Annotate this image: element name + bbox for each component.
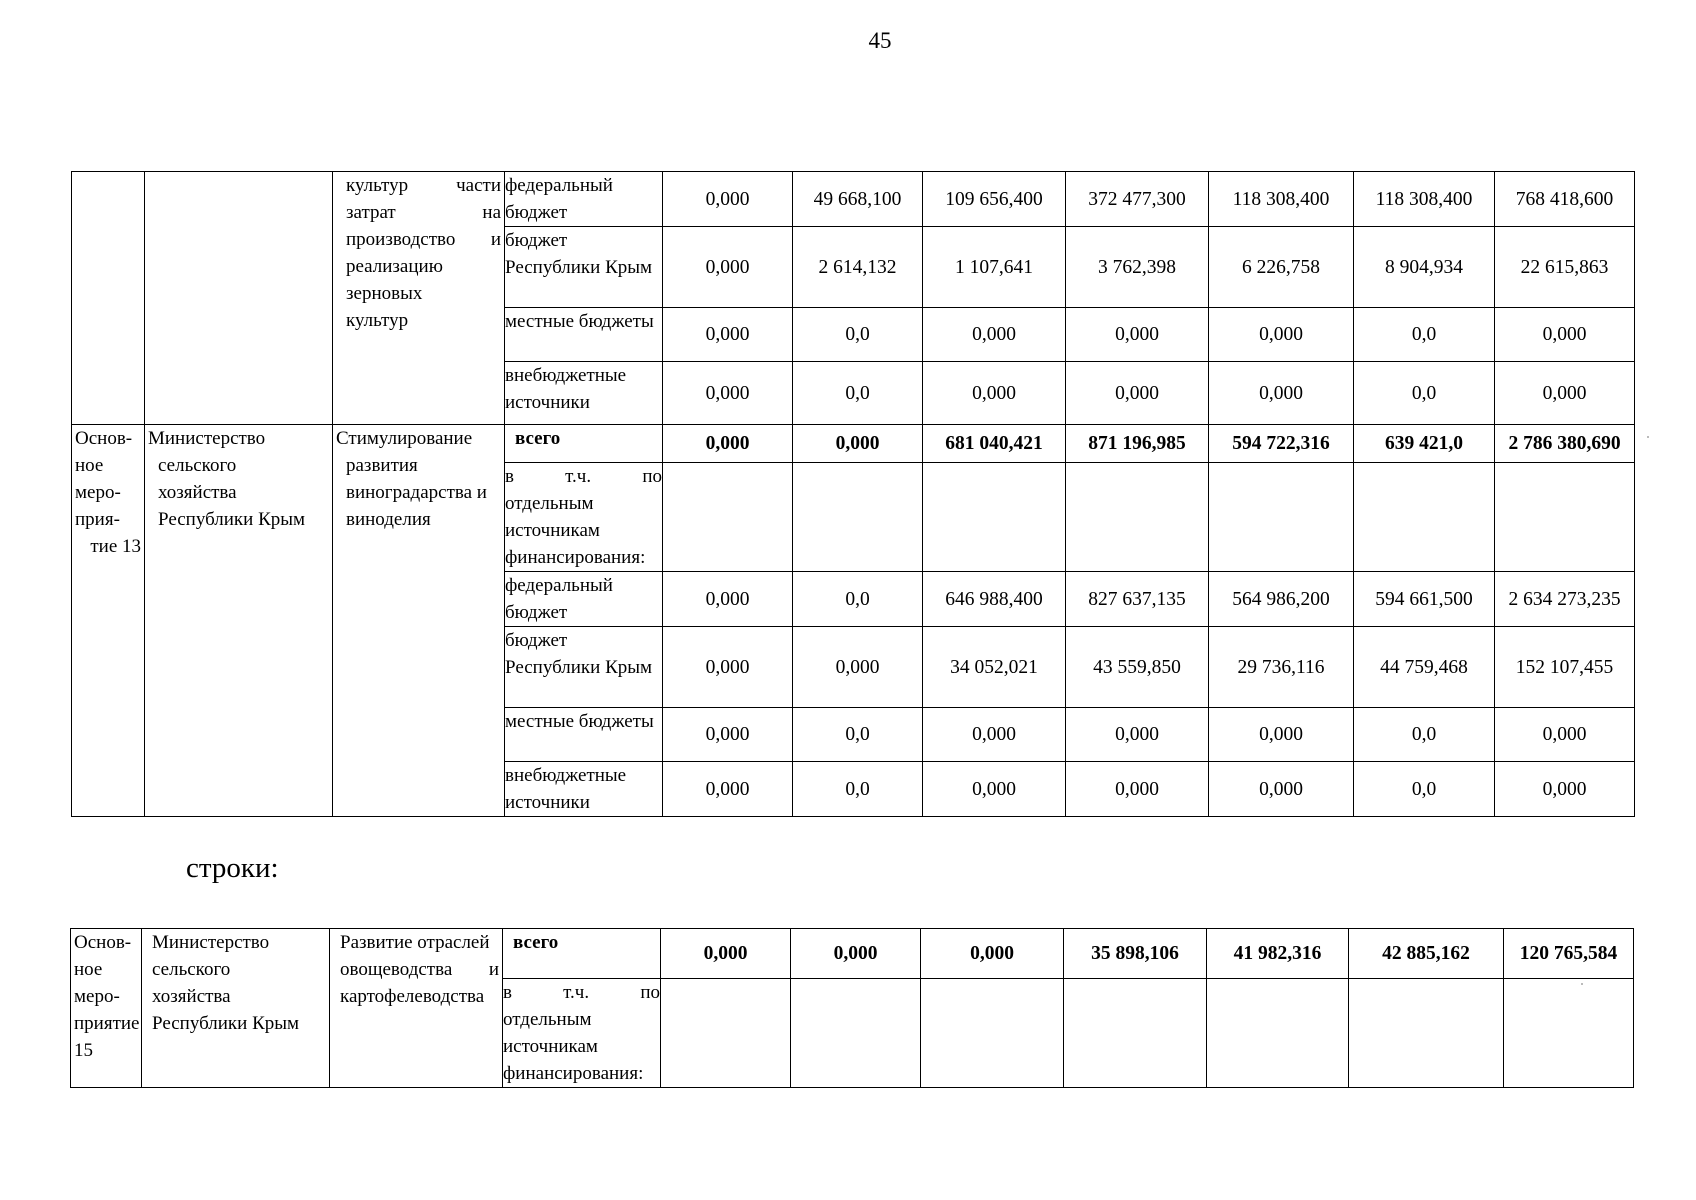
activity-code-line: приятие: [74, 1013, 140, 1034]
empty-cell: [1064, 979, 1207, 1088]
empty-cell: [1504, 979, 1634, 1088]
value-cell: 29 736,116: [1209, 627, 1354, 708]
value-cell: 0,000: [663, 762, 793, 817]
value-cell: 0,000: [1209, 362, 1354, 425]
activity-code-line: прия-: [75, 509, 120, 530]
empty-cell: [1354, 463, 1495, 572]
empty-cell: [923, 463, 1066, 572]
value-cell: 2 634 273,235: [1495, 572, 1635, 627]
value-cell: 0,000: [663, 172, 793, 227]
total-value-cell: 35 898,106: [1064, 929, 1207, 979]
value-cell: 0,000: [663, 708, 793, 762]
funding-source-label: федеральный бюджет: [505, 172, 663, 227]
value-cell: 564 986,200: [1209, 572, 1354, 627]
executor-line: Министерство: [152, 932, 270, 953]
activity-name-line: зерновых: [346, 283, 423, 304]
activity-code-cell: [71, 929, 142, 1088]
empty-cell: [1066, 463, 1209, 572]
value-cell: 0,000: [1495, 708, 1635, 762]
executor-line: хозяйства: [158, 482, 237, 503]
funding-source-label: местные бюджеты: [505, 708, 663, 762]
value-cell: 0,0: [793, 762, 923, 817]
value-cell: 3 762,398: [1066, 227, 1209, 308]
activity-name-line: культур: [346, 310, 409, 331]
value-cell: 0,000: [663, 362, 793, 425]
value-cell: 0,0: [1354, 308, 1495, 362]
total-value-cell: 871 196,985: [1066, 425, 1209, 463]
executor-line: Республики Крым: [158, 509, 306, 530]
budget-table-new-rows: [70, 928, 1634, 1088]
value-cell: 372 477,300: [1066, 172, 1209, 227]
value-cell: 0,0: [1354, 362, 1495, 425]
total-value-cell: 639 421,0: [1354, 425, 1495, 463]
total-value-cell: 0,000: [661, 929, 791, 979]
value-cell: 0,000: [1495, 308, 1635, 362]
value-cell: 0,000: [1495, 362, 1635, 425]
value-cell: 0,000: [793, 627, 923, 708]
value-cell: 0,000: [663, 627, 793, 708]
incl-label-text: в т.ч. по отдельным источникам финансирования:: [503, 982, 660, 1084]
activity-name-line: затрат на: [346, 202, 501, 223]
empty-cell: [791, 979, 921, 1088]
funding-source-label: федеральный бюджет: [505, 572, 663, 627]
total-value-cell: 594 722,316: [1209, 425, 1354, 463]
total-value-cell: 0,000: [791, 929, 921, 979]
value-cell: 118 308,400: [1354, 172, 1495, 227]
funding-source-label: внебюджетные источники: [505, 362, 663, 425]
activity-name-cell: [330, 929, 503, 1088]
executor-line: Республики Крым: [152, 1013, 300, 1034]
activity-code-line: тие 13: [90, 536, 141, 557]
empty-cell: [921, 979, 1064, 1088]
value-cell: 0,000: [923, 762, 1066, 817]
value-cell: 0,0: [793, 362, 923, 425]
section-label: строки:: [186, 852, 279, 884]
activity-name-line: виноделия: [346, 509, 431, 530]
value-cell: 6 226,758: [1209, 227, 1354, 308]
activity-name-line: культур части: [346, 175, 501, 196]
value-cell: 0,0: [1354, 762, 1495, 817]
executor-cell: [145, 425, 333, 817]
value-cell: 0,0: [793, 308, 923, 362]
value-cell: 0,000: [923, 708, 1066, 762]
activity-name-line: производство и: [346, 229, 501, 250]
total-label: всего: [505, 425, 663, 463]
incl-label-text: в т.ч. по отдельным источникам финансирования:: [505, 466, 662, 568]
value-cell: 0,000: [1209, 762, 1354, 817]
empty-cell: [661, 979, 791, 1088]
activity-name-line: развития: [346, 455, 418, 476]
total-value-cell: 42 885,162: [1349, 929, 1504, 979]
activity-code-line: Основ-: [74, 932, 132, 953]
value-cell: 768 418,600: [1495, 172, 1635, 227]
activity-name-line: реализацию: [346, 256, 443, 277]
value-cell: 0,000: [663, 572, 793, 627]
activity-name-line: картофелеводства: [340, 986, 485, 1007]
incl-label: [503, 979, 661, 1088]
value-cell: 0,000: [1066, 762, 1209, 817]
executor-line: сельского: [152, 959, 231, 980]
value-cell: 8 904,934: [1354, 227, 1495, 308]
value-cell: 594 661,500: [1354, 572, 1495, 627]
empty-cell: [663, 463, 793, 572]
executor-line: сельского: [158, 455, 237, 476]
value-cell: 0,000: [1495, 762, 1635, 817]
activity-name-line: Развитие отраслей: [340, 932, 490, 953]
funding-source-label: бюджет Республики Крым: [505, 227, 663, 308]
value-cell: 0,000: [1209, 708, 1354, 762]
total-value-cell: 0,000: [921, 929, 1064, 979]
total-value-cell: 2 786 380,690: [1495, 425, 1635, 463]
value-cell: 152 107,455: [1495, 627, 1635, 708]
value-cell: 2 614,132: [793, 227, 923, 308]
activity-name-cell: [333, 172, 505, 425]
empty-cell: [1495, 463, 1635, 572]
activity-code-line: Основ-: [75, 428, 133, 449]
activity-code-line: 15: [74, 1040, 93, 1061]
value-cell: 109 656,400: [923, 172, 1066, 227]
value-cell: 22 615,863: [1495, 227, 1635, 308]
funding-source-label: внебюджетные источники: [505, 762, 663, 817]
activity-name-line: Стимулирование: [336, 428, 473, 449]
total-value-cell: 0,000: [793, 425, 923, 463]
incl-label: [505, 463, 663, 572]
executor-cell: [142, 929, 330, 1088]
value-cell: 0,000: [1209, 308, 1354, 362]
activity-code-line: ное: [74, 959, 103, 980]
empty-cell: [1209, 463, 1354, 572]
total-label: всего: [503, 929, 661, 979]
value-cell: 1 107,641: [923, 227, 1066, 308]
value-cell: 827 637,135: [1066, 572, 1209, 627]
activity-code-cell: [72, 172, 145, 425]
value-cell: 0,000: [1066, 708, 1209, 762]
value-cell: 646 988,400: [923, 572, 1066, 627]
executor-line: Министерство: [148, 428, 266, 449]
value-cell: 0,000: [1066, 362, 1209, 425]
scan-speck: [1581, 983, 1583, 985]
total-value-cell: 120 765,584: [1504, 929, 1634, 979]
value-cell: 49 668,100: [793, 172, 923, 227]
scan-speck: [1647, 436, 1649, 438]
value-cell: 44 759,468: [1354, 627, 1495, 708]
value-cell: 0,000: [923, 362, 1066, 425]
activity-name-line: овощеводства и: [340, 959, 499, 980]
value-cell: 0,000: [663, 308, 793, 362]
activity-code-line: ное: [75, 455, 104, 476]
value-cell: 0,000: [1066, 308, 1209, 362]
value-cell: 0,0: [1354, 708, 1495, 762]
executor-line: хозяйства: [152, 986, 231, 1007]
executor-cell: [145, 172, 333, 425]
value-cell: 34 052,021: [923, 627, 1066, 708]
total-value-cell: 0,000: [663, 425, 793, 463]
value-cell: 43 559,850: [1066, 627, 1209, 708]
value-cell: 0,0: [793, 708, 923, 762]
activity-code-line: меро-: [74, 986, 120, 1007]
empty-cell: [793, 463, 923, 572]
value-cell: 0,000: [663, 227, 793, 308]
activity-code-cell: [72, 425, 145, 817]
activity-name-line: виноградарства и: [346, 482, 487, 503]
total-value-cell: 41 982,316: [1207, 929, 1349, 979]
total-value-cell: 681 040,421: [923, 425, 1066, 463]
page-number: 45: [868, 28, 892, 53]
budget-table-continued: [71, 171, 1635, 817]
funding-source-label: местные бюджеты: [505, 308, 663, 362]
activity-name-cell: [333, 425, 505, 817]
empty-cell: [1207, 979, 1349, 1088]
activity-code-line: меро-: [75, 482, 121, 503]
empty-cell: [1349, 979, 1504, 1088]
value-cell: 0,0: [793, 572, 923, 627]
value-cell: 0,000: [923, 308, 1066, 362]
funding-source-label: бюджет Республики Крым: [505, 627, 663, 708]
value-cell: 118 308,400: [1209, 172, 1354, 227]
